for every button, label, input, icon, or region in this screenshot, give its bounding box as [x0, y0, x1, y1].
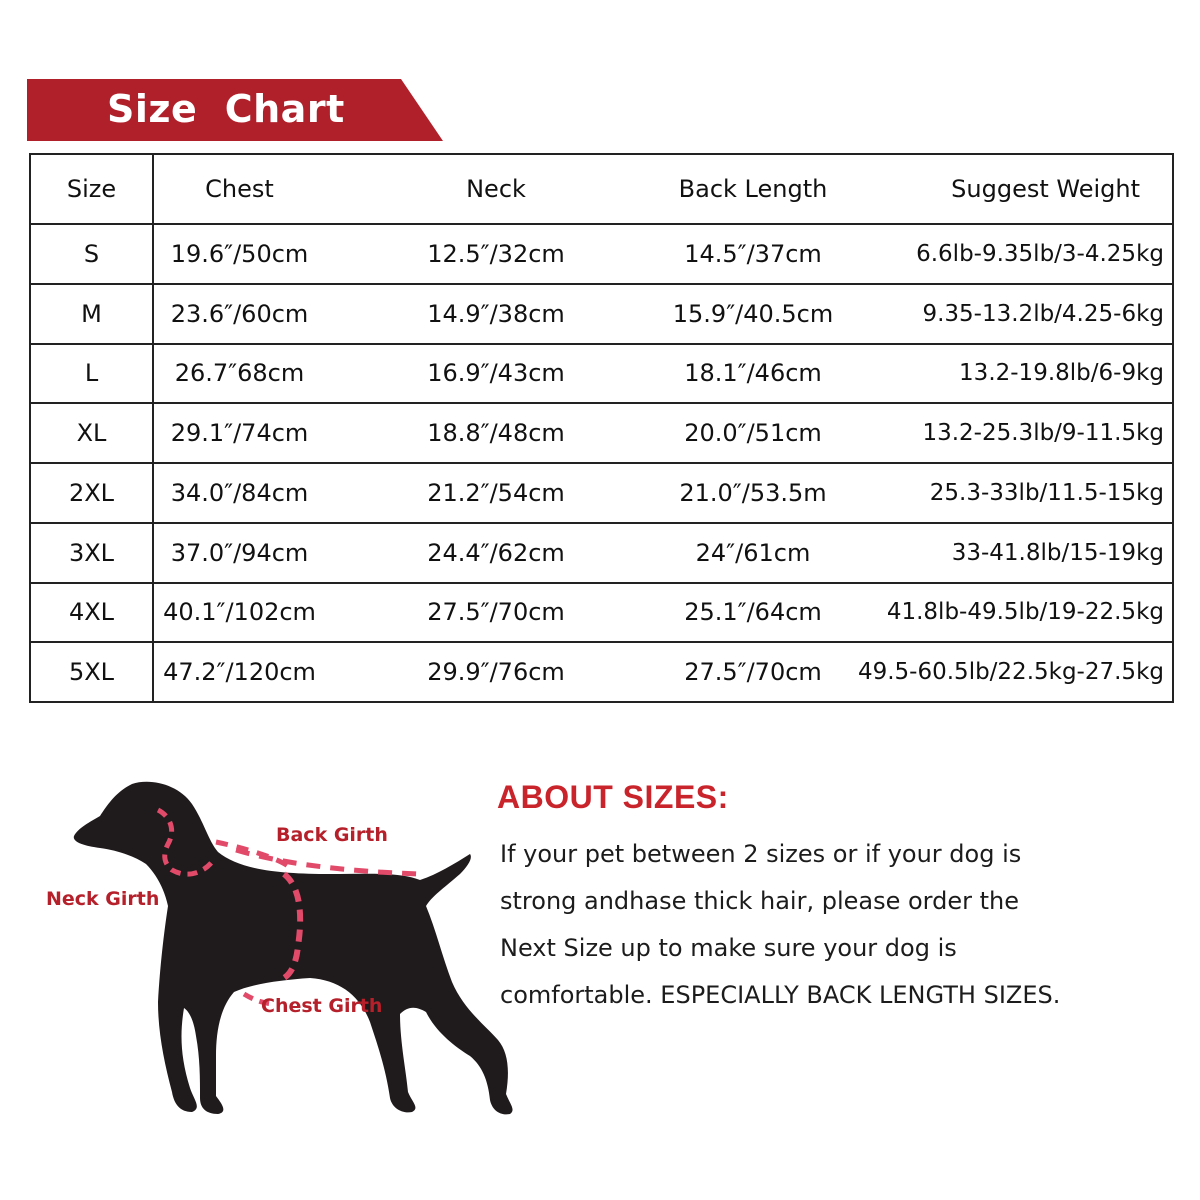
- banner-title: Size Chart: [107, 87, 345, 131]
- cell-neck: 21.2″/54cm: [325, 463, 667, 523]
- cell-chest: 47.2″/120cm: [153, 642, 325, 702]
- size-table: [29, 153, 1174, 703]
- cell-chest: 34.0″/84cm: [153, 463, 325, 523]
- cell-size: 4XL: [30, 583, 153, 643]
- cell-neck: 27.5″/70cm: [325, 583, 667, 643]
- header-size: Size: [30, 154, 153, 224]
- cell-weight: 6.6lb-9.35lb/3-4.25kg: [839, 224, 1173, 284]
- cell-chest: 40.1″/102cm: [153, 583, 325, 643]
- table-row: [30, 284, 1173, 344]
- table-row: [30, 463, 1173, 523]
- table-header-row: [30, 154, 1173, 224]
- neck-girth-label: Neck Girth: [46, 888, 160, 910]
- cell-chest: 19.6″/50cm: [153, 224, 325, 284]
- cell-size: S: [30, 224, 153, 284]
- cell-back-length: 21.0″/53.5m: [667, 463, 839, 523]
- about-line: Next Size up to make sure your dog is: [500, 934, 957, 962]
- back-girth-label: Back Girth: [276, 824, 388, 846]
- header-chest: Chest: [153, 154, 325, 224]
- cell-chest: 26.7″68cm: [153, 344, 325, 404]
- cell-weight: 33-41.8lb/15-19kg: [839, 523, 1173, 583]
- cell-size: 2XL: [30, 463, 153, 523]
- cell-chest: 23.6″/60cm: [153, 284, 325, 344]
- about-line: comfortable. ESPECIALLY BACK LENGTH SIZES.: [500, 981, 1061, 1009]
- cell-size: L: [30, 344, 153, 404]
- table-row: [30, 642, 1173, 702]
- cell-weight: 13.2-19.8lb/6-9kg: [839, 344, 1173, 404]
- cell-back-length: 24″/61cm: [667, 523, 839, 583]
- table-row: [30, 403, 1173, 463]
- header-suggest-weight: Suggest Weight: [839, 154, 1173, 224]
- cell-weight: 9.35-13.2lb/4.25-6kg: [839, 284, 1173, 344]
- about-line: If your pet between 2 sizes or if your dog is: [500, 840, 1022, 868]
- about-sizes-title: ABOUT SIZES:: [497, 779, 729, 815]
- cell-size: XL: [30, 403, 153, 463]
- size-chart-banner: [27, 79, 443, 141]
- cell-back-length: 14.5″/37cm: [667, 224, 839, 284]
- table-row: [30, 583, 1173, 643]
- dog-measurement-diagram: [40, 770, 540, 1140]
- chest-girth-label: Chest Girth: [261, 995, 383, 1017]
- table-row: [30, 224, 1173, 284]
- table-row: [30, 344, 1173, 404]
- cell-size: 3XL: [30, 523, 153, 583]
- about-line: strong andhase thick hair, please order the: [500, 887, 1019, 915]
- cell-weight: 13.2-25.3lb/9-11.5kg: [839, 403, 1173, 463]
- cell-back-length: 25.1″/64cm: [667, 583, 839, 643]
- cell-neck: 16.9″/43cm: [325, 344, 667, 404]
- cell-weight: 41.8lb-49.5lb/19-22.5kg: [839, 583, 1173, 643]
- cell-neck: 29.9″/76cm: [325, 642, 667, 702]
- cell-weight: 25.3-33lb/11.5-15kg: [839, 463, 1173, 523]
- cell-neck: 18.8″/48cm: [325, 403, 667, 463]
- cell-back-length: 20.0″/51cm: [667, 403, 839, 463]
- cell-size: 5XL: [30, 642, 153, 702]
- cell-back-length: 27.5″/70cm: [667, 642, 839, 702]
- cell-back-length: 15.9″/40.5cm: [667, 284, 839, 344]
- cell-back-length: 18.1″/46cm: [667, 344, 839, 404]
- header-neck: Neck: [325, 154, 667, 224]
- cell-chest: 37.0″/94cm: [153, 523, 325, 583]
- header-back-length: Back Length: [667, 154, 839, 224]
- cell-neck: 14.9″/38cm: [325, 284, 667, 344]
- cell-neck: 12.5″/32cm: [325, 224, 667, 284]
- cell-neck: 24.4″/62cm: [325, 523, 667, 583]
- cell-size: M: [30, 284, 153, 344]
- cell-chest: 29.1″/74cm: [153, 403, 325, 463]
- table-row: [30, 523, 1173, 583]
- cell-weight: 49.5-60.5lb/22.5kg-27.5kg: [839, 642, 1173, 702]
